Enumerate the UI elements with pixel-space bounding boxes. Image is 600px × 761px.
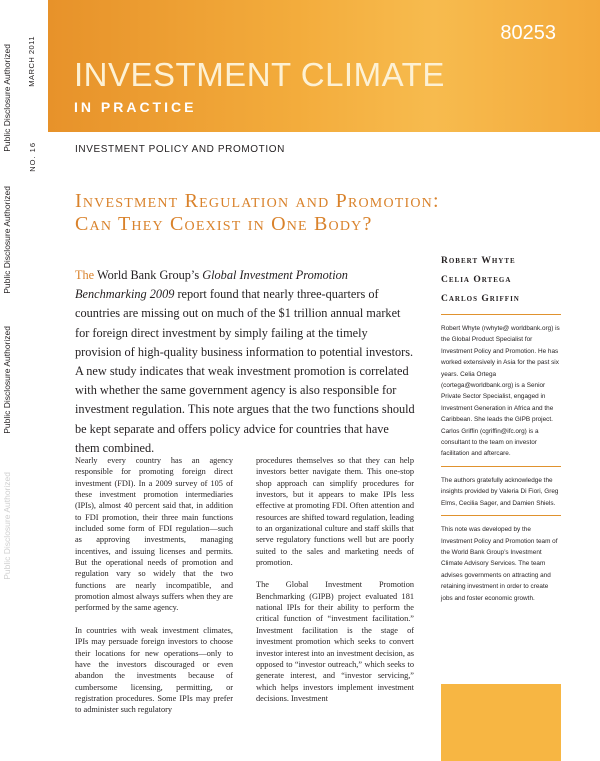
report-number: 80253 (500, 22, 556, 44)
intro-lead: The (75, 268, 95, 282)
publication-title: INVESTMENT CLIMATE (74, 56, 445, 93)
author-name: Carlos Griffin (441, 294, 520, 304)
disclosure-stamp: Public Disclosure Authorized (2, 472, 12, 580)
author-list (441, 256, 561, 304)
author-name: Celia Ortega (441, 275, 512, 285)
sidebar (441, 256, 561, 604)
disclosure-stamp: Public Disclosure Authorized (2, 44, 12, 152)
intro-text-a: World Bank Group’s (94, 268, 203, 282)
intro-paragraph (75, 266, 415, 458)
publication-subtitle: IN PRACTICE (74, 99, 197, 115)
body-paragraph: procedures themselves so that they can help investors better navigate them. This one-stop shop approach can simplify procedures for investors, but it appears to make IPIs less effective at promoting FDI. Often attention and resources are shifted toward regulation, leading to an organizational culture and staff skills that serve regulatory functions well but are poorly suited to the sales and marketing needs of promotion. (256, 456, 414, 568)
issue-number: NO. 16 (28, 142, 37, 172)
body-paragraph: The Global Investment Promotion Benchmarking (GIPB) project evaluated 181 national IPIs for their ability to perform the critical function of “investment facilitation.” Investment facilitation is the stage of investment promotion which seeks to convert investor interest into an investment decision, as opposed to “investor outreach,” which seeks to generate interest, and “investor servicing,” which helps investors implement investment decisions. Investment (256, 580, 414, 703)
article-headline (75, 190, 555, 236)
about-note: This note was developed by the Investment Policy and Promotion team of the World Bank Group’s Investment Climate Advisory Services. The team advises governments on attracting and retaining investment in order to create jobs and foster economic growth. (441, 515, 561, 604)
body-paragraph: In countries with weak investment climates, IPIs may persuade foreign investors to choose their locations for new operations—only to have the investors discouraged or even abandon the investments because of cumbersome licensing, permitting, or registration procedures. Some IPIs may prefer to administer such regulatory (75, 625, 233, 715)
acknowledgment: The authors gratefully acknowledge the insights provided by Valeria Di Fiori, Greg Elms, Cecilia Sager, and Damien Shiels. (441, 466, 561, 509)
series-label: INVESTMENT POLICY AND PROMOTION (75, 144, 285, 155)
author-name: Robert Whyte (441, 256, 516, 266)
headline-line-2: Can They Coexist in One Body? (75, 213, 373, 235)
masthead-banner (48, 0, 600, 132)
body-column-2 (256, 455, 414, 715)
disclosure-stamp: Public Disclosure Authorized (2, 186, 12, 294)
intro-report-title: Global Investment Promotion Benchmarking 2009 (75, 268, 348, 302)
intro-text-b: report found that nearly three-quarters of countries are missing out on much of the $1 trillion annual market for foreign direct investment by simply failing at the timely provision of high-quality business information to potential investors. A new study indicates that weak investment promotion is correlated with whether the same government agency is also responsible for investment regulation. This note argues that the two functions should be kept separate and offers policy advice for countries that have them combined. (75, 287, 415, 455)
issue-date: MARCH 2011 (27, 36, 36, 87)
disclosure-stamp: Public Disclosure Authorized (2, 326, 12, 434)
body-column-1 (75, 455, 233, 727)
orange-accent-bar (441, 684, 561, 761)
headline-line-1: Investment Regulation and Promotion: (75, 190, 440, 212)
body-paragraph: Nearly every country has an agency responsible for promoting foreign direct investment (FDI). In a 2009 survey of 105 of these investment promotion intermediaries (IPIs), almost 40 percent said that, in addition to FDI promotion, their three main functions included some form of FDI regulation—such as approving investments, managing incentives, and issuing licenses and permits. But the operational needs of promotion and regulation vary so widely that the two functions are nearly incompatible, and promotion almost always suffers when they are performed by the same agency. (75, 456, 233, 613)
author-bio: Robert Whyte (rwhyte@ worldbank.org) is the Global Product Specialist for Investment Policy and Promotion. He has worked extensively in Asia for the past six years. Celia Ortega (cortega@worldbank.org) is a Senior Private Sector Specialist, engaged in Investment Generation in Africa and the Caribbean. She leads the GIPB project. Carlos Griffin (cgriffin@ifc.org) is a consultant to the team on investor facilitation and aftercare. (441, 314, 561, 460)
